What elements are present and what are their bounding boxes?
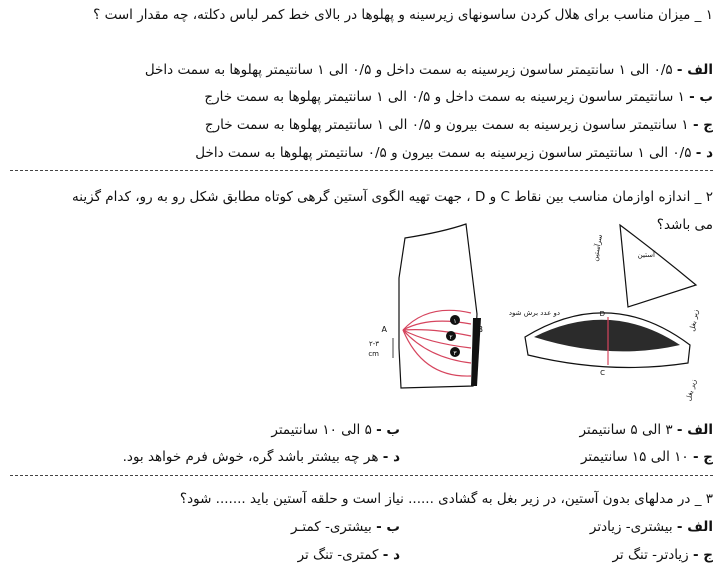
q2-question-line2: می باشد؟ — [656, 217, 713, 233]
option-label: الف - — [676, 422, 713, 438]
unit-label: cm — [368, 350, 379, 358]
q2-option-b — [271, 421, 400, 439]
q2-option-d — [123, 448, 400, 466]
option-text: بیشتری- کمتـر — [290, 519, 372, 535]
option-label: ج - — [692, 117, 713, 133]
circle-1-label: ۱ — [453, 318, 457, 325]
sleeve-pattern-figure-left — [368, 218, 503, 393]
q2-question-line1: ۲ _ اندازه اوازمان مناسب بین نقاط C و D ، جهت تهیه الگوی آستین گرهی کوتاه مطابق شکل رو به رو، کدام گزینه — [72, 189, 713, 205]
option-text: ۰/۵ الی ۱ سانتیمتر ساسون زیرسینه به سمت بیرون و ۰/۵ سانتیمتر پهلوها به سمت داخل — [195, 145, 692, 161]
option-text: بیشتری- زیادتر — [589, 519, 673, 535]
option-text: ۱ سانتیمتر ساسون زیرسینه به سمت بیرون و ۰/۵ الی ۱ سانتیمتر پهلوها به سمت خارج — [204, 117, 689, 133]
point-c-label: C — [600, 369, 605, 377]
option-label: د - — [382, 449, 400, 465]
option-text: کمتری- تنگ تر — [297, 547, 379, 563]
option-text: ۵ الی ۱۰ سانتیمتر — [271, 422, 372, 438]
circle-2-label: ۲ — [449, 334, 453, 341]
underarm-label-bottom: زیر بغل — [684, 378, 698, 402]
option-text: هر چه بیشتر باشد گره، خوش فرم خواهد بود. — [122, 449, 379, 465]
option-text: زیادتر- تنگ تر — [612, 547, 689, 563]
q3-question: ۳ _ در مدلهای بدون آستین، در زیر بغل به گشادی ...... نیاز است و حلقه آستین باید ....... شود؟ — [179, 491, 713, 507]
option-label: الف - — [676, 519, 713, 535]
option-text: ۱۰ الی ۱۵ سانتیمتر — [580, 449, 689, 465]
circle-3-label: ۳ — [453, 350, 457, 357]
option-text: ۱ سانتیمتر ساسون زیرسینه به سمت داخل و ۰/۵ الی ۱ سانتیمتر پهلوها به سمت خارج — [204, 89, 685, 105]
point-a-label: A — [381, 325, 387, 334]
divider — [10, 475, 713, 476]
option-label: الف - — [676, 62, 713, 78]
point-b-label: B — [477, 325, 483, 334]
option-label: د - — [695, 145, 713, 161]
option-label: د - — [382, 547, 400, 563]
q2-option-c — [581, 448, 713, 466]
option-label: ج - — [692, 547, 713, 563]
option-text: ۳ الی ۵ سانتیمتر — [579, 422, 673, 438]
q1-option-d — [195, 144, 713, 162]
option-label: ب - — [376, 519, 400, 535]
q2-option-a — [579, 421, 713, 439]
sleeve-cap-label: سرآستین — [591, 233, 604, 263]
measure-label: ۲-۳ — [368, 340, 379, 348]
option-label: ب - — [376, 422, 400, 438]
sleeve-label: آستین — [637, 251, 655, 259]
option-text: ۰/۵ الی ۱ سانتیمتر ساسون زیرسینه به سمت داخل و ۰/۵ الی ۱ سانتیمتر پهلوها به سمت داخل — [144, 62, 673, 78]
sleeve-pattern-figure-right — [508, 215, 710, 402]
q1-question: ۱ _ میزان مناسب برای هلال کردن ساسونهای زیرسینه و پهلوها در بالای خط کمر لباس دکلته، چه مقدار است ؟ — [93, 7, 713, 23]
cut-label: دو عدد برش شود — [508, 309, 560, 317]
q1-option-c — [205, 116, 713, 134]
option-label: ج - — [692, 449, 713, 465]
q3-option-a — [590, 518, 713, 536]
point-d-label: D — [599, 310, 605, 318]
q3-option-c — [612, 546, 713, 564]
underarm-label-top: زیر بغل — [688, 308, 700, 333]
option-label: ب - — [689, 89, 713, 105]
q1-option-b — [204, 88, 713, 106]
q1-option-a — [145, 61, 713, 79]
divider — [10, 170, 713, 171]
q3-option-d — [298, 546, 400, 564]
q3-option-b — [291, 518, 400, 536]
